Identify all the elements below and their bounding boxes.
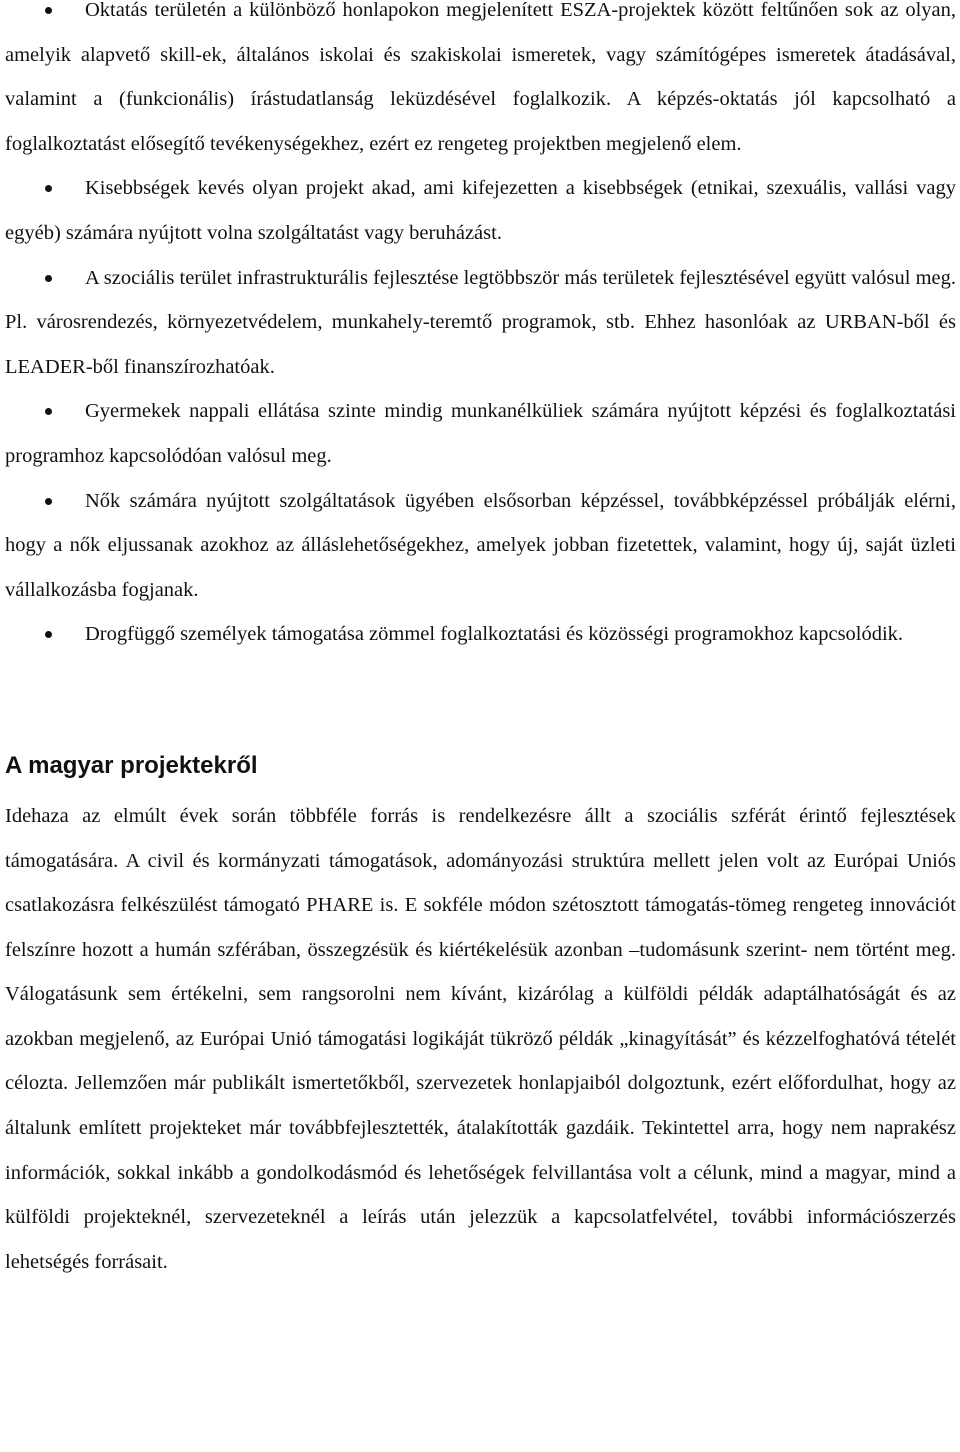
bullet-text: Oktatás területén a különböző honlapokon megjelenített ESZA-projektek között feltűnően sok az olyan, amelyik alapvető skill-ek, általános iskolai és szakiskolai ismeretek, vagy számítógépes ismeretek átadásával, valamint a (funkcionális) írástudatlanság leküzdésével foglalkozik. A képzés-oktatás jól kapcsolható a foglalkoztatást elősegítő tevékenységekhez, ezért ez rengeteg projektben megjelenő elem. bbox=[5, 0, 956, 155]
list-item bbox=[5, 612, 956, 657]
bullet-icon bbox=[45, 408, 52, 415]
bullet-icon bbox=[45, 275, 52, 282]
section-heading: A magyar projektekről bbox=[5, 751, 258, 779]
bullet-text: A szociális terület infrastrukturális fejlesztése legtöbbször más területek fejlesztésével együtt valósul meg. Pl. városrendezés, környezetvédelem, munkahely-teremtő programok, stb. Ehhez hasonlóak az URBAN-ből és LEADER-ből finanszírozhatóak. bbox=[5, 266, 956, 378]
section-paragraph: Idehaza az elmúlt évek során többféle forrás is rendelkezésre állt a szociális szférát érintő fejlesztések támogatására. A civil és kormányzati támogatások, adományozási struktúra mellett jelen volt az Európai Uniós csatlakozásra felkészülést támogató PHARE is. E sokféle módon szétosztott támogatás-tömeg rengeteg innovációt felszínre hozott a humán szférában, összegzésük és kiértékelésük azonban –tudomásunk szerint- nem történt meg. Válogatásunk sem értékelni, sem rangsorolni nem kívánt, kizárólag a külföldi példák adaptálhatóságát és az azokban megjelenő, az Európai Unió támogatási logikáját tükröző példák „kinagyítását” és kézzelfoghatóvá tételét célozta. Jellemzően már publikált ismertetőkből, szervezetek honlapjaiból dolgoztunk, ezért előfordulhat, hogy az általunk említett projekteket már továbbfejlesztették, átalakították gazdáik. Tekintettel arra, hogy nem naprakész információk, sokkal inkább a gondolkodásmód és lehetőségek felvillantása volt a célunk, mind a magyar, mind a külföldi projekteknél, szervezeteknél a leírás után jelezzük a kapcsolatfelvétel, további információszerzés lehetségés forrásait. bbox=[5, 804, 956, 1273]
bullet-text: Drogfüggő személyek támogatása zömmel foglalkoztatási és közösségi programokhoz kapcsolódik. bbox=[85, 623, 904, 646]
bullet-icon bbox=[45, 7, 52, 14]
bullet-icon bbox=[45, 498, 52, 505]
bullet-icon bbox=[45, 631, 52, 638]
bullet-text: Nők számára nyújtott szolgáltatások ügyében elsősorban képzéssel, továbbképzéssel próbálják elérni, hogy a nők eljussanak azokhoz az álláslehetőségekhez, amelyek jobban fizetettek, valamint, hogy új, saját üzleti vállalkozásba fogjanak. bbox=[5, 489, 956, 601]
list-item bbox=[5, 0, 956, 166]
bullet-icon bbox=[45, 185, 52, 192]
bullet-text: Kisebbségek kevés olyan projekt akad, ami kifejezetten a kisebbségek (etnikai, szexuális, vallási vagy egyéb) számára nyújtott volna szolgáltatást vagy beruházást. bbox=[5, 177, 956, 244]
list-item bbox=[5, 479, 956, 613]
bullet-list bbox=[5, 0, 956, 657]
list-item bbox=[5, 166, 956, 255]
document-page bbox=[5, 0, 956, 1284]
list-item bbox=[5, 256, 956, 390]
bullet-text: Gyermekek nappali ellátása szinte mindig munkanélküliek számára nyújtott képzési és foglalkoztatási programhoz kapcsolódóan valósul meg. bbox=[5, 400, 956, 467]
list-item bbox=[5, 389, 956, 478]
